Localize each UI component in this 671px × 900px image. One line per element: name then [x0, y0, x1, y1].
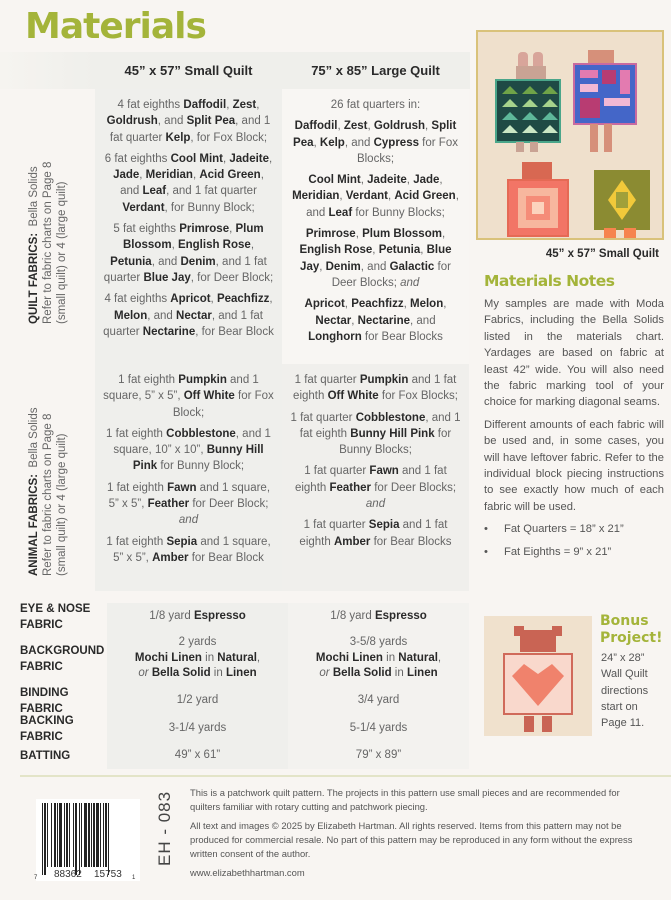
- animal-fabrics-large: [282, 364, 469, 591]
- simple-materials-rows: [0, 603, 470, 769]
- large-quilt-amount: 5-1/4 yards: [288, 715, 469, 742]
- small-quilt-amount: 49” x 61”: [107, 742, 288, 769]
- small-quilt-amount: 2 yards Mochi Linen in Natural, or Bella Solid in Linen: [107, 630, 288, 687]
- fabric-paragraph: 6 fat eighths Cool Mint, Jadeite, Jade, Meridian, Acid Green, and Leaf, and 1 fat quarter Verdant, for Bunny Block;: [104, 152, 273, 214]
- notes-paragraph: My samples are made with Moda Fabrics, including the Bella Solids listed in the materials chart. Yardages are based on fabric at least 42” wide. You will also need the fabric marking tool of your choice for marking diagonal seams.: [484, 298, 664, 409]
- fabric-paragraph: 1 fat quarter Pumpkin and 1 fat eighth Off White for Fox Blocks;: [293, 374, 458, 403]
- small-quilt-amount: 1/8 yard Espresso: [107, 603, 288, 630]
- footer-divider: [20, 775, 671, 777]
- footer-paragraph: This is a patchwork quilt pattern. The projects in this pattern use small pieces and are recommended for quilters familiar with rotary cutting and patchwork piecing.: [190, 787, 620, 812]
- quilt-fabrics-label: QUILT FABRICS: Bella Solids Refer to fabric charts on Page 8 (small quilt) or 4 (large quilt): [28, 161, 68, 324]
- pattern-sku: EH - 083: [155, 790, 174, 866]
- small-quilt-caption: 45” x 57” Small Quilt: [545, 248, 659, 260]
- header-large-quilt: 75” x 85” Large Quilt: [311, 63, 440, 78]
- quilt-fabrics-small: [95, 89, 282, 364]
- website-link[interactable]: www.elizabethhartman.com: [190, 867, 305, 878]
- quilt-illustration-icon: [478, 32, 662, 238]
- notes-bullet: • Fat Quarters = 18” x 21”: [484, 521, 664, 537]
- material-row: [0, 715, 470, 742]
- material-row: [0, 687, 470, 715]
- small-quilt-image: [476, 30, 664, 240]
- svg-text:1: 1: [132, 875, 136, 881]
- bullet-icon: •: [484, 545, 488, 558]
- fabric-paragraph: 4 fat eighths Apricot, Peachfizz, Melon, and Nectar, and 1 fat quarter Nectarine, for Bear Block: [103, 293, 274, 338]
- animal-fabrics-small: [95, 364, 282, 591]
- small-quilt-amount: 1/2 yard: [107, 687, 288, 715]
- fabric-paragraph: Cool Mint, Jadeite, Jade, Meridian, Verdant, Acid Green, and Leaf for Bunny Blocks;: [292, 174, 459, 219]
- material-row: [0, 742, 470, 769]
- fabric-paragraph: 5 fat eighths Primrose, Plum Blossom, English Rose, Petunia, and Denim, and 1 fat quarter Blue Jay, for Deer Block;: [103, 223, 274, 284]
- materials-notes-title: Materials Notes: [484, 272, 615, 290]
- footer-legal: [190, 786, 650, 885]
- quilt-fabrics-row: [0, 89, 470, 364]
- materials-table: [0, 52, 470, 591]
- fabric-paragraph: Apricot, Peachfizz, Melon, Nectar, Nectarine, and Longhorn for Bear Blocks: [304, 298, 447, 343]
- svg-text:15753: 15753: [94, 869, 122, 880]
- animal-fabrics-row: [0, 364, 470, 591]
- bonus-project-image: [484, 616, 592, 736]
- barcode-icon: [32, 799, 142, 881]
- svg-text:7: 7: [34, 875, 38, 881]
- bullet-icon: •: [484, 523, 488, 536]
- notes-paragraph: Different amounts of each fabric will be used and, in some cases, you will have leftover fabric. Refer to the individual block piecing instructions to see exactly how much of each fabric will be used.: [484, 418, 664, 513]
- large-quilt-amount: 3-5/8 yards Mochi Linen in Natural, or Bella Solid in Linen: [288, 630, 469, 687]
- fabric-paragraph: Daffodil, Zest, Goldrush, Split Pea, Kelp, and Cypress for Fox Blocks;: [293, 120, 458, 165]
- large-quilt-amount: 1/8 yard Espresso: [288, 603, 469, 630]
- fabric-paragraph: 1 fat quarter Cobblestone, and 1 fat eighth Bunny Hill Pink for Bunny Blocks;: [290, 411, 461, 457]
- material-label: BACKING FABRIC: [20, 714, 74, 743]
- materials-notes: [484, 296, 664, 566]
- fabric-paragraph: 26 fat quarters in:: [330, 99, 421, 111]
- bonus-project-text: 24” x 28” Wall Quilt directions start on Page 11.: [601, 652, 649, 730]
- material-label: BINDING FABRIC: [20, 687, 69, 715]
- fabric-paragraph: 1 fat quarter Sepia and 1 fat eighth Amber for Bear Blocks: [299, 519, 452, 548]
- fabric-paragraph: 1 fat eighth Cobblestone, and 1 square, 10” x 10”, Bunny Hill Pink for Bunny Block;: [106, 427, 271, 473]
- fabric-paragraph: 4 fat eighths Daffodil, Zest, Goldrush, and Split Pea, and 1 fat quarter Kelp, for Fox Block;: [106, 99, 271, 144]
- material-label: EYE & NOSE FABRIC: [20, 602, 91, 631]
- bear-heart-illustration-icon: [484, 616, 592, 736]
- fabric-paragraph: Primrose, Plum Blossom, English Rose, Petunia, Blue Jay, Denim, and Galactic for Deer Blocks; and: [299, 228, 452, 289]
- quilt-fabrics-large: [282, 89, 469, 364]
- fabric-paragraph: 1 fat quarter Fawn and 1 fat eighth Feather for Deer Blocks; and: [294, 465, 457, 511]
- notes-bullet: • Fat Eighths = 9” x 21”: [484, 544, 664, 560]
- bonus-project-title: Bonus Project!: [600, 613, 663, 646]
- material-row: [0, 603, 470, 630]
- footer-paragraph: All text and images © 2025 by Elizabeth Hartman. All rights reserved. Items from this pattern may not be produced for commercial resale. No part of this pattern may be reproduced in any form without the express written consent of the author.: [190, 820, 633, 859]
- material-label: BACKGROUND FABRIC: [20, 644, 105, 673]
- large-quilt-amount: 3/4 yard: [288, 687, 469, 715]
- header-small-quilt: 45” x 57” Small Quilt: [124, 63, 253, 78]
- svg-text:88362: 88362: [54, 869, 82, 880]
- material-row: [0, 630, 470, 687]
- animal-fabrics-label: ANIMAL FABRICS: Bella Solids Refer to fabric charts on Page 8 (small quilt) or 4 (large quilt): [28, 407, 68, 576]
- barcode: [32, 799, 142, 881]
- page-title: Materials: [25, 6, 206, 47]
- fabric-paragraph: 1 fat eighth Pumpkin and 1 square, 5” x 5”, Off White for Fox Block;: [103, 374, 274, 419]
- large-quilt-amount: 79” x 89”: [288, 742, 469, 769]
- fabric-paragraph: 1 fat eighth Fawn and 1 square, 5” x 5”, Feather for Deer Block; and: [106, 481, 271, 527]
- material-label: BATTING: [20, 749, 71, 762]
- fabric-paragraph: 1 fat eighth Sepia and 1 square, 5” x 5”, Amber for Bear Block: [106, 535, 271, 564]
- table-header-row: [0, 52, 470, 89]
- small-quilt-amount: 3-1/4 yards: [107, 715, 288, 742]
